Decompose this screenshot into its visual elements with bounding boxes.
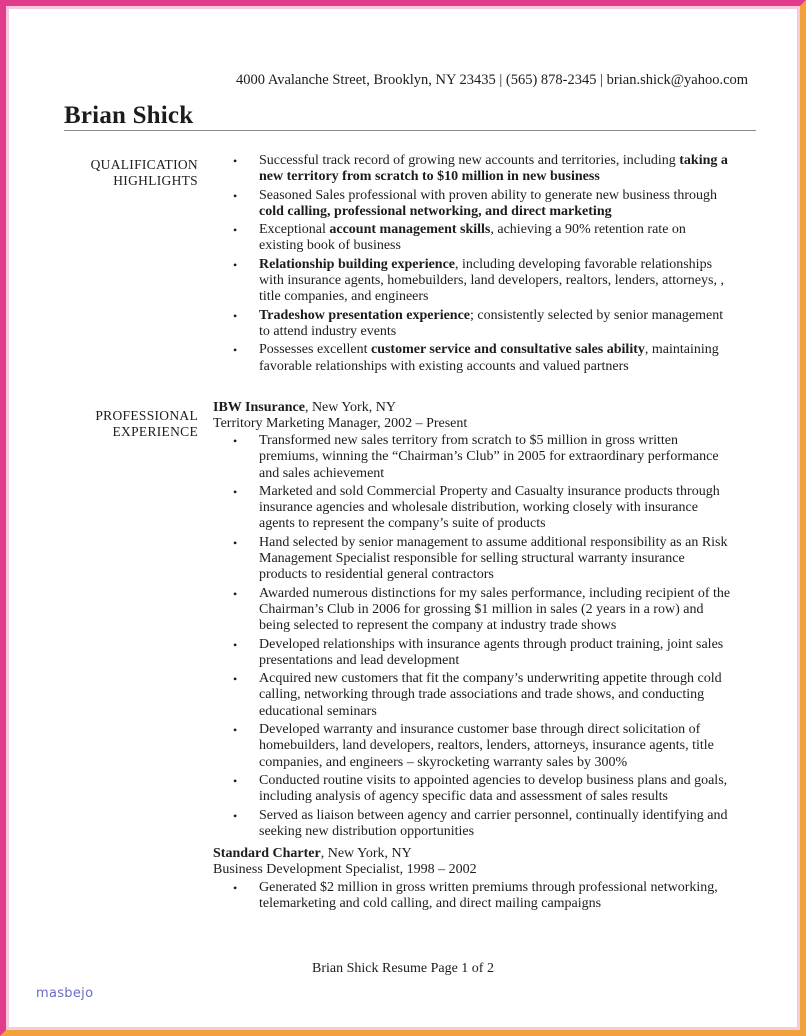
job2-company-line	[213, 846, 477, 862]
list-item: • Possesses excellent customer service and consultative sales ability, maintaining favorable relationships with existing accounts and valued partners	[233, 342, 719, 374]
qualifications-heading-line2: HIGHLIGHTS	[113, 173, 198, 188]
bullet-icon: •	[233, 434, 238, 448]
list-item: • Generated $2 million in gross written premiums through professional networking, telemarketing and cold calling, and direct mailing campaigns	[233, 880, 718, 912]
bullet-icon: •	[233, 672, 238, 687]
list-item: • Marketed and sold Commercial Property and Casualty insurance products through insurance agencies and wholesale distribution, working closely with insurance agents to represent the company’s suite of products	[233, 483, 720, 532]
bullet-icon: •	[233, 154, 238, 168]
list-item: • Acquired new customers that fit the company’s underwriting appetite through cold calling, networking through trade associations and trade shows, and conducting educational seminars	[233, 671, 722, 719]
experience-heading-line1: PROFESSIONAL	[95, 408, 198, 423]
job1-title-dates: Territory Marketing Manager, 2002 – Present	[213, 416, 468, 432]
job2-company: Standard Charter	[213, 846, 321, 861]
list-item: • Conducted routine visits to appointed agencies to develop business plans and goals, including analysis of agency specific data and assessment of sales results	[233, 772, 728, 805]
contact-line: 4000 Avalanche Street, Brooklyn, NY 23435 | (565) 878-2345 | brian.shick@yahoo.com	[236, 72, 749, 88]
job1-company: IBW Insurance	[213, 400, 305, 415]
bullet-icon: •	[233, 223, 238, 238]
bullet-icon: •	[233, 808, 238, 823]
experience-heading-line2: EXPERIENCE	[112, 424, 198, 439]
candidate-name: Brian Shick	[64, 102, 194, 129]
list-item: • Seasoned Sales professional with proven ability to generate new business through cold calling, professional networking, and direct marketing	[233, 187, 718, 219]
resume-page	[6, 6, 800, 1030]
bullet-icon: •	[233, 881, 238, 895]
bullet-icon: •	[233, 188, 238, 203]
bullet-icon: •	[233, 723, 238, 738]
list-item: • Exceptional account management skills, achieving a 90% retention rate on existing book of business	[233, 222, 686, 254]
qualifications-list	[231, 153, 731, 377]
bullet-icon: •	[233, 343, 238, 358]
bullet-icon: •	[233, 637, 238, 652]
bullet-icon: •	[233, 308, 238, 323]
list-item: • Successful track record of growing new accounts and territories, including taking a new territory from scratch to $10 million in new business	[233, 153, 728, 185]
job2-bullets	[231, 880, 731, 915]
list-item: • Tradeshow presentation experience; consistently selected by senior management to attend industry events	[233, 307, 724, 339]
bullet-icon: •	[233, 586, 238, 601]
experience-heading	[95, 408, 198, 440]
bullet-icon: •	[233, 484, 238, 499]
qualifications-heading-line1: QUALIFICATION	[90, 157, 198, 172]
header-divider	[64, 130, 756, 131]
list-item: • Awarded numerous distinctions for my sales performance, including recipient of the Chairman’s Club in 2006 for grossing $1 million in sales (2 years in a row) and being selected to represent the company at industry trade shows	[233, 585, 731, 634]
list-item: • Relationship building experience, including developing favorable relationships with insurance agents, homebuilders, land developers, realtors, lenders, attorneys, , title companies, and engineers	[233, 256, 724, 305]
job1-location: , New York, NY	[304, 400, 396, 415]
list-item: • Served as liaison between agency and carrier personnel, continually identifying and seeking new distribution opportunities	[233, 807, 728, 839]
bullet-icon: •	[233, 535, 238, 550]
job2-location: , New York, NY	[320, 846, 412, 861]
job1-header	[213, 400, 467, 433]
job2-header	[213, 846, 477, 879]
job1-bullets	[231, 433, 731, 842]
job1-company-line	[213, 400, 467, 416]
list-item: • Transformed new sales territory from scratch to $5 million in gross written premiums, winning the “Chairman’s Club” in 2005 for extraordinary performance and sales achievement	[233, 433, 719, 481]
list-item: • Developed warranty and insurance customer base through direct solicitation of homebuilders, land developers, realtors, lenders, attorneys, insurance agents, title companies, and engineers – skyrocketing warranty sales by 300%	[233, 722, 714, 770]
page-footer: Brian Shick Resume Page 1 of 2	[312, 961, 494, 976]
bullet-icon: •	[233, 773, 238, 788]
job2-title-dates: Business Development Specialist, 1998 – 2002	[213, 862, 477, 878]
list-item: • Developed relationships with insurance agents through product training, joint sales presentations and lead development	[233, 636, 724, 668]
list-item: • Hand selected by senior management to assume additional responsibility as an Risk Management Specialist responsible for selling structural warranty insurance products to residential general contractors	[233, 534, 728, 583]
qualifications-heading	[91, 157, 198, 189]
bullet-icon: •	[233, 257, 238, 272]
watermark-text: masbejo	[36, 986, 94, 1001]
